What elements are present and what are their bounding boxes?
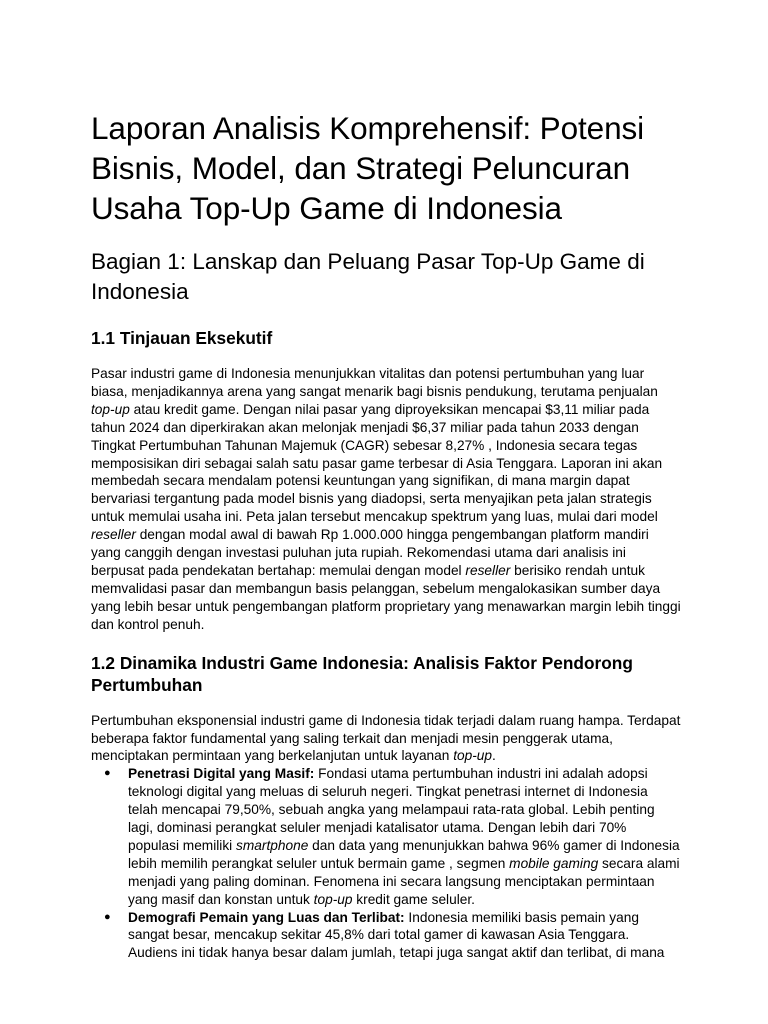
- list-item: [91, 909, 681, 963]
- text-run: Indonesia memiliki basis pemain yang sangat besar, mencakup sekitar 45,8% dari total gamer di kawasan Asia Tenggara. Audiens ini tidak hanya besar dalam jumlah, tetapi juga sangat aktif dan terlibat, di mana: [128, 909, 665, 961]
- italic-term: top-up: [453, 748, 493, 764]
- executive-summary-paragraph: [91, 365, 681, 634]
- text-run: dengan modal awal di bawah Rp 1.000.000 hingga pengembangan platform mandiri yang canggih dengan investasi puluhan juta rupiah. Rekomendasi utama dari analisis ini berpusat pada pendekatan bertahap: memulai dengan model: [91, 527, 649, 578]
- italic-term: mobile gaming: [509, 855, 599, 871]
- italic-term: top-up: [91, 401, 130, 417]
- list-item: [91, 765, 681, 908]
- text-run: dan data yang menunjukkan bahwa 96% gamer di Indonesia lebih memilih perangkat seluler untuk bermain game , segmen: [128, 837, 680, 871]
- list-item-label: Penetrasi Digital yang Masif:: [128, 766, 315, 782]
- subsection-1-1-heading: 1.1 Tinjauan Eksekutif: [91, 328, 273, 348]
- growth-factors-list: [91, 765, 681, 962]
- list-item-label: Demografi Pemain yang Luas dan Terlibat:: [128, 909, 405, 925]
- text-run: Pertumbuhan eksponensial industri game di Indonesia tidak terjadi dalam ruang hampa. Terdapat beberapa faktor fundamental yang saling terkait dan menjadi mesin penggerak utama, menciptakan permintaan yang berkelanjutan untuk layanan: [91, 712, 681, 764]
- text-run: secara alami menjadi yang paling dominan. Fenomena ini secara langsung menciptakan permintaan yang masif dan konstan untuk: [128, 855, 680, 907]
- text-run: atau kredit game. Dengan nilai pasar yang diproyeksikan mencapai $3,11 miliar pada tahun 2024 dan diperkirakan akan melonjak menjadi $6,37 miliar pada tahun 2033 dengan Tingkat Pertumbuhan Tahunan Majemuk (CAGR) sebesar 8,27% , Indonesia secara tegas memposisikan diri sebagai salah satu pasar game terbesar di Asia Tenggara. Laporan ini akan membedah secara mendalam potensi keuntungan yang signifikan, di mana margin dapat bervariasi tergantung pada model bisnis yang diadopsi, serta menyajikan peta jalan strategis untuk memulai usaha ini. Peta jalan tersebut mencakup spektrum yang luas, mulai dari model: [91, 401, 663, 525]
- industry-dynamics-intro: [91, 712, 681, 766]
- italic-term: reseller: [465, 562, 511, 578]
- subsection-1-2-heading: 1.2 Dinamika Industri Game Indonesia: Analisis Faktor Pendorong Pertumbuhan: [91, 652, 633, 695]
- text-run: Pasar industri game di Indonesia menunjukkan vitalitas dan potensi pertumbuhan yang luar biasa, menjadikannya arena yang sangat menarik bagi bisnis pendukung, terutama penjualan: [91, 366, 658, 399]
- italic-term: top-up: [313, 891, 353, 907]
- italic-term: smartphone: [236, 837, 309, 853]
- italic-term: reseller: [91, 527, 136, 543]
- section-1-heading: Bagian 1: Lanskap dan Peluang Pasar Top-Up Game di Indonesia: [91, 249, 645, 304]
- text-run: berisiko rendah untuk memvalidasi pasar dan membangun basis pelanggan, sebelum mengalokasikan sumber daya yang lebih besar untuk pengembangan platform proprietary yang menawarkan margin lebih tinggi dan kontrol penuh.: [91, 562, 681, 632]
- text-run: Fondasi utama pertumbuhan industri ini adalah adopsi teknologi digital yang meluas di seluruh negeri. Tingkat penetrasi internet di Indonesia telah mencapai 79,50%, sebuah angka yang melampaui rata-rata global. Lebih penting lagi, dominasi perangkat seluler menjadi katalisator utama. Dengan lebih dari 70% populasi memiliki: [128, 766, 655, 853]
- document-page: [91, 108, 681, 962]
- text-run: kredit game seluler.: [352, 891, 475, 907]
- bullet-icon: ●: [104, 767, 111, 780]
- bullet-icon: ●: [104, 910, 111, 923]
- text-run: .: [492, 748, 496, 764]
- document-title: Laporan Analisis Komprehensif: Potensi Bisnis, Model, dan Strategi Peluncuran Usaha Top-Up Game di Indonesia: [91, 110, 645, 226]
